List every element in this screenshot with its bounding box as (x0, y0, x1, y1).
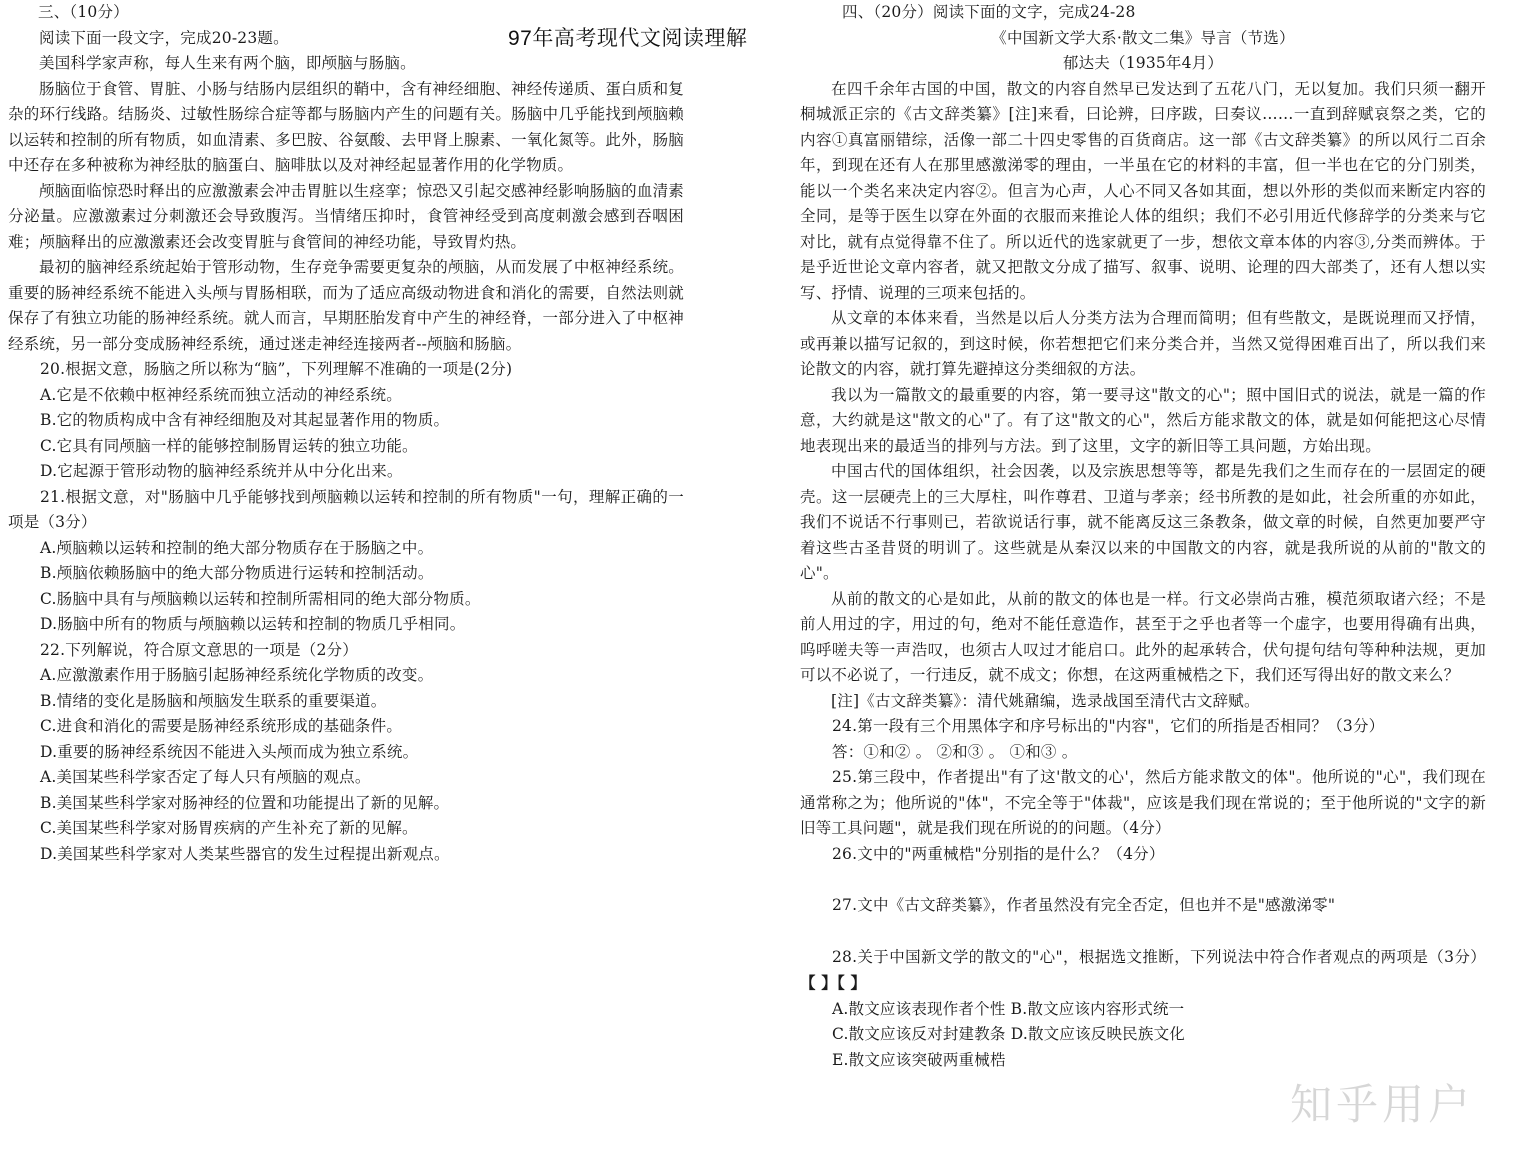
question-21-option: A.颅脑赖以运转和控制的绝大部分物质存在于肠脑之中。 (40, 538, 434, 557)
page-title: 97年高考现代文阅读理解 (508, 27, 748, 50)
question-22-option: C.进食和消化的需要是肠神经系统形成的基础条件。 (40, 717, 403, 735)
question-24-answer: 答：①和② 。 ②和③ 。 ①和③ 。 (832, 742, 1078, 761)
article-paragraph: 从前的散文的心是如此，从前的散文的体也是一样。行文必崇尚古雅，模范须取诸六经；不是前人用过的字，用过的句，绝对不能任意造作，甚至于之乎也者等一个虚字，也要用得确有出典，呜呼嗟夫等一声浩叹，也须古人叹过才能启口。此外的起承转合，伏句提句结句等种种法规，更加可以不必说了，一行违反，就不成文；你想，在这两重械梏之下，我们还写得出好的散文来么？ (800, 589, 1486, 684)
answer-space (800, 919, 1486, 945)
question-22-option: C.美国某些科学家对肠胃疾病的产生补充了新的见解。 (40, 819, 418, 837)
article-title: 《中国新文学大系·散文二集》导言（节选） (991, 28, 1295, 47)
passage-paragraph: 肠脑位于食管、胃脏、小肠与结肠内层组织的鞘中，含有神经细胞、神经传递质、蛋白质和复杂的环行线路。结肠炎、过敏性肠综合症等都与肠脑内产生的问题有关。肠脑中几乎能找到颅脑赖以运转和控制的所有物质，如血清素、多巴胺、谷氨酸、去甲肾上腺素、一氧化氮等。此外，肠脑中还存在多种被称为神经肽的脑蛋白、脑啡肽以及对神经起显著作用的化学物质。 (8, 79, 684, 174)
question-28-option: A.散文应该表现作者个性 B.散文应该内容形式统一 (832, 999, 1185, 1018)
question-25: 25.第三段中，作者提出"有了这'散文的心'，然后方能求散文的体"。他所说的"心"，我们现在通常称之为；他所说的"体"，不完全等于"体裁"，应该是我们现在常说的；至于他所说的"文字的新旧等工具问题"，就是我们现在所说的的问题。（4分） (800, 768, 1486, 837)
answer-space (800, 867, 1486, 893)
question-28-option: E.散文应该突破两重械梏 (832, 1050, 1006, 1069)
question-24-stem: 24.第一段有三个用黑体字和序号标出的"内容"，它们的所指是否相同？（3分） (832, 717, 1385, 735)
question-26: 26.文中的"两重械梏"分别指的是什么？（4分） (832, 844, 1165, 863)
left-column (8, 0, 684, 867)
article-author: 郁达夫（1935年4月） (1062, 54, 1224, 72)
question-22-option: A.美国某些科学家否定了每人只有颅脑的观点。 (40, 768, 371, 786)
question-21-option: C.肠脑中具有与颅脑赖以运转和控制所需相同的绝大部分物质。 (40, 589, 481, 608)
section-three-instruction: 阅读下面一段文字，完成20-23题。 (39, 28, 289, 47)
passage-paragraph: 美国科学家声称，每人生来有两个脑，即颅脑与肠脑。 (39, 54, 416, 72)
section-four-header: 四、（20分）阅读下面的文字，完成24-28 (842, 3, 1136, 21)
article-paragraph: 在四千余年古国的中国，散文的内容自然早已发达到了五花八门，无以复加。我们只须一翻开桐城派正宗的《古文辞类纂》[注]来看，曰论辨，曰序跋，曰奏议……一直到辞赋哀祭之类，它的内容①真富丽错综，活像一部二十四史零售的百货商店。这一部《古文辞类纂》的所以风行二百余年，到现在还有人在那里感激涕零的理由，一半虽在它的材料的丰富，但一半也在它的分门别类，能以一个类名来决定内容②。但言为心声，人心不同又各如其面，想以外形的类似而来断定内容的全同，是等于医生以穿在外面的衣服而来推论人体的组织；我们不必引用近代修辞学的分类来与它对比，就有点觉得靠不住了。所以近代的选家就更了一步，想依文章本体的内容③,分类而辨体。于是乎近世论文章内容者，就又把散文分成了描写、叙事、说明、论理的四大部类了，还有人想以实写、抒情、说理的三项来包括的。 (800, 79, 1486, 302)
section-three-header: 三、（10分） (38, 3, 129, 21)
question-28-option: C.散文应该反对封建教条 D.散文应该反映民族文化 (832, 1025, 1185, 1043)
question-22-option: D.美国某些科学家对人类某些器官的发生过程提出新观点。 (40, 844, 450, 863)
question-22-option: D.重要的肠神经系统因不能进入头颅而成为独立系统。 (40, 742, 419, 761)
question-21-stem: 21.根据文意，对"肠脑中几乎能够找到颅脑赖以运转和控制的所有物质"一句，理解正确的一项是（3分） (8, 487, 684, 531)
article-paragraph: 从文章的本体来看，当然是以后人分类方法为合理而简明；但有些散文，是既说理而又抒情，或再兼以描写记叙的，到这时候，你若想把它们来分类合并，当然又觉得困难百出了，所以我们来论散文的内容，就打算先避掉这分类细叙的方法。 (800, 309, 1486, 378)
question-27: 27.文中《古文辞类纂》，作者虽然没有完全否定，但也并不是"感激涕零" (832, 896, 1336, 914)
passage-paragraph: 颅脑面临惊恐时释出的应激激素会冲击胃脏以生痉挛；惊恐又引起交感神经影响肠脑的血清素分泌量。应激激素过分刺激还会导致腹泻。当情绪压抑时，食管神经受到高度刺激会感到吞咽困难；颅脑释出的应激激素还会改变胃脏与食管间的神经功能，导致胃灼热。 (8, 181, 684, 251)
article-note: [注]《古文辞类纂》：清代姚鼐编，选录战国至清代古文辞赋。 (831, 691, 1260, 710)
question-22-option: B.美国某些科学家对肠神经的位置和功能提出了新的见解。 (40, 793, 450, 812)
question-28-stem-text: 28.关于中国新文学的散文的"心"，根据选文推断，下列说法中符合作者观点的两项是（3分） (832, 947, 1486, 966)
question-22-option: B.情绪的变化是肠脑和颅脑发生联系的重要渠道。 (40, 691, 387, 710)
question-28-answer-brackets: 【 】【 】 (800, 973, 867, 992)
question-20-option: C.它具有同颅脑一样的能够控制肠胃运转的独立功能。 (40, 436, 418, 455)
question-21-option: B.颅脑依赖肠脑中的绝大部分物质进行运转和控制活动。 (40, 564, 434, 582)
question-21-option: D.肠脑中所有的物质与颅脑赖以运转和控制的物质几乎相同。 (40, 615, 466, 633)
right-column (800, 0, 1486, 1073)
question-20-option: B.它的物质构成中含有神经细胞及对其起显著作用的物质。 (40, 411, 450, 429)
question-20-stem: 20.根据文意，肠脑之所以称为“脑”，下列理解不准确的一项是(2分) (40, 360, 513, 378)
question-20-option: D.它起源于管形动物的脑神经系统并从中分化出来。 (40, 462, 403, 480)
passage-paragraph: 最初的脑神经系统起始于管形动物，生存竞争需要更复杂的颅脑，从而发展了中枢神经系统。重要的肠神经系统不能进入头颅与胃肠相联，而为了适应高级动物进食和消化的需要，自然法则就保存了有独立功能的肠神经系统。就人而言，早期胚胎发育中产生的神经脊，一部分进入了中枢神经系统，另一部分变成肠神经系统，通过迷走神经连接两者--颅脑和肠脑。 (8, 258, 684, 353)
watermark: 知乎用户 (1290, 1080, 1475, 1129)
question-22-stem: 22.下列解说，符合原文意思的一项是（2分） (40, 640, 358, 659)
article-paragraph: 我以为一篇散文的最重要的内容，第一要寻这"散文的心"；照中国旧式的说法，就是一篇的作意，大约就是这"散文的心"了。有了这"散文的心"，然后方能求散文的体，就是如何能把这心尽情地表现出来的最适当的排列与方法。到了这里，文字的新旧等工具问题，方始出现。 (800, 385, 1486, 455)
article-paragraph: 中国古代的国体组织，社会因袭，以及宗族思想等等，都是先我们之生而存在的一层固定的硬壳。这一层硬壳上的三大厚柱，叫作尊君、卫道与孝亲；经书所教的是如此，社会所重的亦如此，我们不说话不行事则已，若欲说话行事，就不能离反这三条教条，做文章的时候，自然更加要严守着这些古圣昔贤的明训了。这些就是从秦汉以来的中国散文的内容，就是我所说的从前的"散文的心"。 (800, 462, 1486, 582)
question-22-option: A.应激激素作用于肠脑引起肠神经系统化学物质的改变。 (40, 666, 434, 684)
question-28-stem (800, 945, 1486, 997)
question-20-option: A.它是不依赖中枢神经系统而独立活动的神经系统。 (40, 385, 402, 404)
